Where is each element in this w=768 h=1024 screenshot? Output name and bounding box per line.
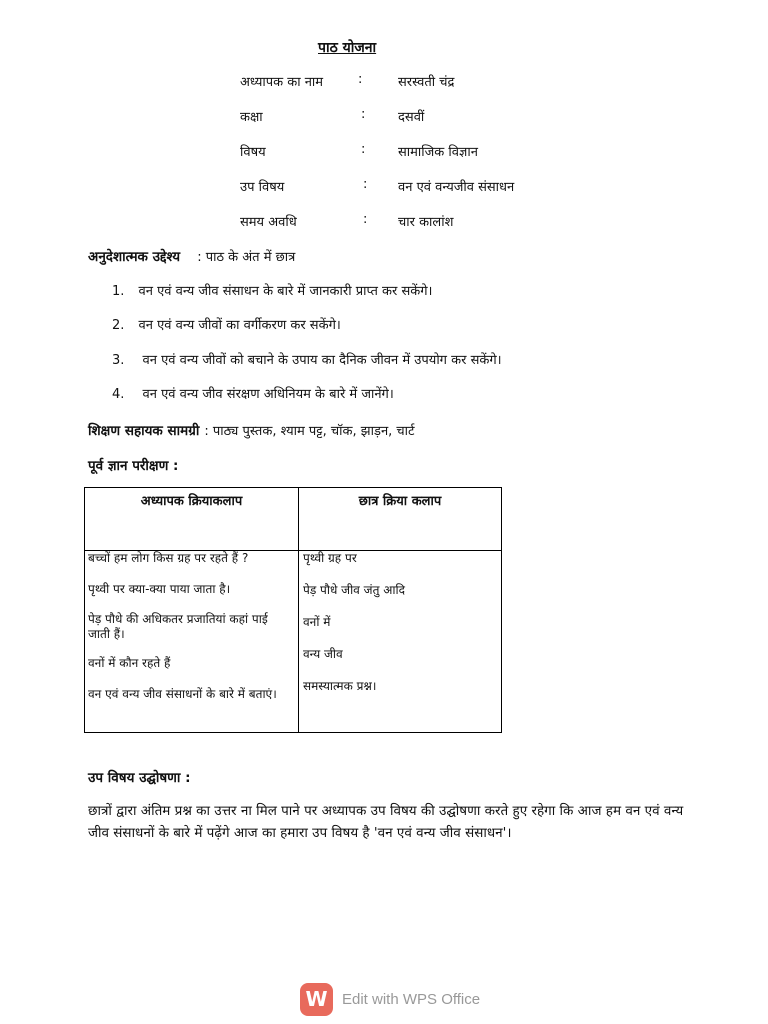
- announcement-text: छात्रों द्वारा अंतिम प्रश्न का उत्तर ना मिल पाने पर अध्यापक उप विषय की उद्घोषणा करते हुए रहेगा कि आज हम वन एवं वन्य जीव संसाधनों के बारे में पढ़ेंगे आज का हमारा उप विषय है 'वन एवं वन्य जीव संसाधन'।: [88, 803, 684, 841]
- teacher-activity-item: वन एवं वन्य जीव संसाधनों के बारे में बताएं।: [88, 687, 277, 701]
- class-label: कक्षा: [240, 110, 263, 125]
- student-activity-item: वनों में: [303, 615, 331, 629]
- teacher-activity-header: अध्यापक क्रियाकलाप: [85, 488, 299, 551]
- objective-text: वन एवं वन्य जीव संसाधन के बारे में जानकारी प्राप्त कर सकेंगे।: [138, 284, 433, 299]
- wps-watermark[interactable]: [300, 982, 486, 1016]
- wps-logo-icon: W: [300, 983, 333, 1016]
- teacher-activity-item: पृथ्वी पर क्या-क्या पाया जाता है।: [88, 582, 231, 596]
- objective-number: 3.: [112, 353, 125, 368]
- sub-subject-colon: :: [363, 177, 368, 192]
- student-activity-item: पृथ्वी ग्रह पर: [303, 551, 357, 565]
- objectives-line: [88, 246, 295, 265]
- wps-watermark-text: Edit with WPS Office: [342, 990, 481, 1008]
- subject-label: विषय: [240, 145, 266, 160]
- class-value: दसवीं: [398, 110, 425, 125]
- student-activity-item: वन्य जीव: [303, 647, 343, 661]
- objective-item: [112, 350, 502, 368]
- objective-number: 2.: [112, 318, 125, 333]
- objective-item: [112, 384, 394, 402]
- page-title: पाठ योजना: [318, 40, 377, 56]
- teacher-activity-item: वनों में कौन रहते हैं: [88, 656, 171, 670]
- objectives-intro: : पाठ के अंत में छात्र: [197, 250, 296, 265]
- materials-line: [88, 420, 415, 439]
- objective-item: [112, 315, 341, 333]
- subject-value: सामाजिक विज्ञान: [398, 145, 478, 160]
- class-colon: :: [361, 107, 366, 122]
- student-activity-cell: [299, 551, 502, 733]
- sub-subject-value: वन एवं वन्यजीव संसाधन: [398, 180, 515, 195]
- materials-text: : पाठ्य पुस्तक, श्याम पट्ट, चॉक, झाड़न, चार्ट: [204, 424, 415, 439]
- student-activity-item: समस्यात्मक प्रश्न।: [303, 679, 377, 693]
- objective-item: [112, 281, 433, 299]
- objective-text: वन एवं वन्य जीवों का वर्गीकरण कर सकेंगे।: [138, 318, 341, 333]
- prior-knowledge-heading: पूर्व ज्ञान परीक्षण :: [88, 458, 179, 474]
- teacher-activity-item: बच्चों हम लोग किस ग्रह पर रहते हैं ?: [88, 551, 249, 565]
- objective-text: वन एवं वन्य जीव संरक्षण अधिनियम के बारे में जानेंगे।: [142, 387, 394, 402]
- objective-number: 4.: [112, 387, 125, 402]
- student-activity-item: पेड़ पौधे जीव जंतु आदि: [303, 583, 405, 597]
- objectives-heading: अनुदेशात्मक उद्देश्य: [88, 249, 181, 265]
- teacher-name-colon: :: [358, 72, 363, 87]
- duration-label: समय अवधि: [240, 215, 297, 230]
- duration-colon: :: [363, 212, 368, 227]
- objective-number: 1.: [112, 284, 125, 299]
- student-activity-header: छात्र क्रिया कलाप: [299, 488, 502, 551]
- duration-value: चार कालांश: [398, 215, 454, 230]
- sub-subject-label: उप विषय: [240, 180, 285, 195]
- materials-heading: शिक्षण सहायक सामग्री: [88, 423, 200, 439]
- objective-text: वन एवं वन्य जीवों को बचाने के उपाय का दैनिक जीवन में उपयोग कर सकेंगे।: [142, 353, 502, 368]
- teacher-activity-item: पेड़ पौधे की अधिकतर प्रजातियां कहां पाई जाती हैं।: [88, 612, 268, 641]
- subject-colon: :: [361, 142, 366, 157]
- teacher-name-label: अध्यापक का नाम: [240, 75, 324, 90]
- announcement-heading: उप विषय उद्घोषणा :: [88, 770, 191, 786]
- teacher-name-value: सरस्वती चंद्र: [398, 75, 455, 90]
